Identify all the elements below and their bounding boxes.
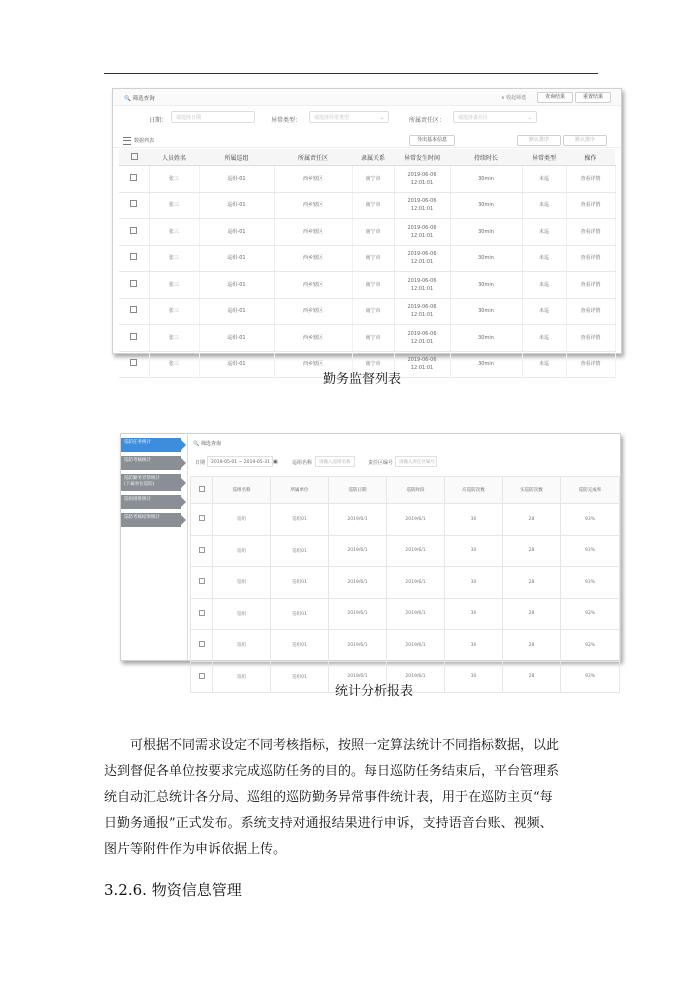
table-cell: 2019/6/1 [387,535,445,567]
table-cell: 南宁市 [352,166,394,193]
sidebar-item[interactable]: 巡防考核统计 [121,456,181,470]
table-cell: 西乡辖区 [274,219,352,246]
table-cell: 南宁市 [352,219,394,246]
column-header: 巡防时段 [387,477,445,504]
anomaly-type-tag: 未巡 [522,219,566,246]
table-cell: 30 [445,535,503,567]
table-cell: 西乡辖区 [274,166,352,193]
column-header: 巡组名称 [213,477,271,504]
row-checkbox[interactable] [119,351,149,378]
statistics-report-screenshot [120,433,621,680]
duty-supervision-screenshot [112,88,622,372]
table-row [191,598,620,630]
table-cell: 93% [561,567,620,599]
table-cell: 28 [503,630,561,662]
table-cell: 巡组-01 [199,325,274,352]
table-cell: 30min [450,298,522,325]
table-cell: 西乡辖区 [274,245,352,272]
row-checkbox[interactable] [191,598,213,630]
view-detail-link[interactable]: 查看详情 [566,325,615,352]
table-cell: 巡组 [213,535,271,567]
table-cell: 张三 [149,325,199,352]
table-cell: 巡组-01 [199,272,274,299]
table-cell: 巡组01 [271,535,329,567]
chevron-down-icon: ⌄ [379,115,384,121]
checkbox-icon[interactable] [130,333,137,340]
table-cell: 2019/6/1 [329,567,387,599]
checkbox-icon[interactable] [199,673,205,679]
table-row [119,325,615,352]
row-checkbox[interactable] [191,630,213,662]
table-row [119,245,615,272]
checkbox-icon[interactable] [199,515,205,521]
table-cell: 28 [503,661,561,693]
table-cell: 巡组-01 [199,219,274,246]
table-row [119,166,615,193]
checkbox-icon[interactable] [130,280,137,287]
table-cell: 93% [561,661,620,693]
calendar-icon[interactable]: ▣ [273,459,278,465]
row-checkbox[interactable] [119,298,149,325]
sidebar-item[interactable]: 巡防考核结果统计 [121,513,181,527]
table-cell: 巡组 [213,598,271,630]
table-cell: 30 [445,504,503,536]
view-detail-link[interactable]: 查看详情 [566,351,615,378]
table-cell: 2019/6/1 [387,661,445,693]
table-cell: 巡组-01 [199,298,274,325]
column-header: 所属责任区 [274,149,352,166]
row-checkbox[interactable] [119,325,149,352]
table-cell: 张三 [149,245,199,272]
export-button[interactable]: 导出基本信息 [409,135,455,146]
date-label: 日期 [195,460,206,466]
row-checkbox[interactable] [119,192,149,219]
row-checkbox[interactable] [191,567,213,599]
collapse-toggle[interactable]: ∧ 收起筛选 [501,95,527,101]
table-cell: 南宁市 [352,245,394,272]
table-row [119,219,615,246]
paragraph-line-3: 统自动汇总统计各分局、巡组的巡防勤务异常事件统计表，用于在巡防主页“每 [104,790,553,805]
table-header [119,149,615,166]
area-select[interactable]: 请选择责任区 ⌄ [453,111,537,123]
table-cell: 南宁市 [352,325,394,352]
row-checkbox[interactable] [191,535,213,567]
table-cell: 30 [445,567,503,599]
table-cell: 2019-06-06 12:01:01 [394,245,450,272]
table-cell: 张三 [149,219,199,246]
table-cell: 张三 [149,351,199,378]
table-row [119,272,615,299]
table-cell: 30 [445,598,503,630]
table-cell: 30min [450,219,522,246]
table-cell: 西乡辖区 [274,298,352,325]
report-title: 🔍 筛选查询 [193,441,221,447]
table-cell: 2019-06-06 12:01:01 [394,325,450,352]
sort-select-2[interactable]: 默认排序 [563,135,607,146]
column-header: 异常发生时间 [394,149,450,166]
table-cell: 2019-06-06 12:01:01 [394,166,450,193]
type-label: 异常类型： [271,117,302,124]
row-checkbox[interactable] [119,219,149,246]
paragraph-line-2: 达到督促各单位按要求完成巡防任务的目的。每日巡防任务结束后，平台管理系 [104,764,560,779]
table-cell: 西乡辖区 [274,351,352,378]
table-cell: 张三 [149,298,199,325]
anomaly-type-tag: 未巡 [522,245,566,272]
table-cell: 30min [450,192,522,219]
table-header [191,477,620,504]
table-cell: 28 [503,535,561,567]
area-code-label: 责任区编号 [368,460,394,466]
select-all-checkbox[interactable] [191,477,213,504]
sidebar-item[interactable]: 巡防勤务异常统计 (下属单位巡防) [121,474,181,491]
view-detail-link[interactable]: 查看详情 [566,298,615,325]
report-table [190,476,620,693]
table-row [119,192,615,219]
anomaly-type-tag: 未巡 [522,325,566,352]
section-heading: 3.2.6. 物资信息管理 [104,881,242,899]
table-cell: 2019/6/1 [387,598,445,630]
table-cell: 巡组 [213,661,271,693]
anomaly-type-tag: 未巡 [522,298,566,325]
table-cell: 巡组01 [271,504,329,536]
table-cell: 30min [450,245,522,272]
column-header: 应巡防次数 [445,477,503,504]
query-button[interactable]: 查询结果 [537,92,573,103]
table-row [191,504,620,536]
row-checkbox[interactable] [119,166,149,193]
table-cell: 93% [561,504,620,536]
search-header [113,89,621,106]
table-cell: 西乡辖区 [274,325,352,352]
report-main [187,434,620,680]
paragraph-line-1: 可根据不同需求设定不同考核指标，按照一定算法统计不同指标数据，以此 [130,738,560,753]
table-cell: 2019/6/1 [329,598,387,630]
area-code-input[interactable]: 请输入责任区编号 [395,456,437,467]
table-cell: 28 [503,567,561,599]
caption-supervision-list: 勤务监督列表 [323,372,402,387]
table-cell: 巡组01 [271,567,329,599]
anomaly-type-tag: 未巡 [522,166,566,193]
checkbox-icon[interactable] [130,200,137,207]
report-sidebar [121,434,188,660]
table-cell: 张三 [149,272,199,299]
table-cell: 2019/6/1 [387,630,445,662]
column-header: 所属单位 [271,477,329,504]
table-cell: 28 [503,598,561,630]
column-header: 人员姓名 [149,149,199,166]
sidebar-item[interactable]: 巡防任务统计 [121,438,181,452]
group-name-label: 巡组名称 [292,460,313,466]
table-cell: 30min [450,272,522,299]
anomaly-type-tag: 未巡 [522,192,566,219]
table-cell: 巡组 [213,630,271,662]
view-detail-link[interactable]: 查看详情 [566,245,615,272]
column-header: 异常类型 [522,149,566,166]
sort-select-1[interactable]: 默认排序 [517,135,561,146]
column-header: 持续时长 [450,149,522,166]
table-cell: 2019/6/1 [329,535,387,567]
date-label: 日期： [149,117,168,124]
table-cell: 巡组-01 [199,166,274,193]
checkbox-icon[interactable] [130,174,137,181]
date-input[interactable]: 请选择日期 [171,111,255,123]
table-cell: 30min [450,325,522,352]
table-cell: 西乡辖区 [274,192,352,219]
table-cell: 30 [445,661,503,693]
supervision-table [119,149,616,378]
caption-statistics-report: 统计分析报表 [335,684,414,699]
table-row [191,630,620,662]
checkbox-icon[interactable] [130,253,137,260]
column-header: 巡防完成率 [561,477,620,504]
anomaly-type-tag: 未巡 [522,272,566,299]
table-row [191,535,620,567]
view-detail-link[interactable]: 查看详情 [566,192,615,219]
table-cell: 南宁市 [352,298,394,325]
table-cell: 28 [503,504,561,536]
view-detail-link[interactable]: 查看详情 [566,272,615,299]
table-cell: 2019-06-06 12:01:01 [394,351,450,378]
paragraph-line-5: 图片等附件作为申诉依据上传。 [104,842,287,857]
filter-row [113,107,621,129]
table-cell: 巡组01 [271,598,329,630]
data-list-bar [113,133,621,148]
table-cell: 南宁市 [352,351,394,378]
table-cell: 93% [561,598,620,630]
table-cell: 2019/6/1 [329,504,387,536]
reset-button[interactable]: 重置结果 [575,92,611,103]
column-header: 巡防日期 [329,477,387,504]
table-cell: 巡组-01 [199,245,274,272]
table-cell: 巡组 [213,567,271,599]
table-cell: 2019/6/1 [329,630,387,662]
checkbox-icon[interactable] [130,359,137,366]
table-cell: 巡组 [213,504,271,536]
table-cell: 南宁市 [352,192,394,219]
view-detail-link[interactable]: 查看详情 [566,219,615,246]
table-cell: 2019-06-06 12:01:01 [394,272,450,299]
table-cell: 2019/6/1 [329,661,387,693]
table-cell: 张三 [149,166,199,193]
checkbox-icon[interactable] [199,610,205,616]
table-cell: 2019-06-06 12:01:01 [394,192,450,219]
table-cell: 93% [561,630,620,662]
table-cell: 93% [561,535,620,567]
list-icon [123,137,131,145]
search-title: 🔍 筛选查询 [124,96,155,102]
table-cell: 张三 [149,192,199,219]
checkbox-icon[interactable] [199,486,205,492]
column-header: 隶属关系 [352,149,394,166]
sidebar-item[interactable]: 巡组排班统计 [121,495,181,509]
column-header: 所属巡组 [199,149,274,166]
table-row [191,567,620,599]
table-cell: 巡组01 [271,630,329,662]
group-name-input[interactable]: 请输入巡组名称 [315,456,355,467]
area-label: 所属责任区： [409,117,446,124]
table-cell: 巡组01 [271,661,329,693]
row-checkbox[interactable] [191,661,213,693]
table-cell: 巡组-01 [199,192,274,219]
table-cell: 30min [450,351,522,378]
checkbox-icon[interactable] [130,306,137,313]
checkbox-icon[interactable] [130,227,137,234]
table-cell: 西乡辖区 [274,272,352,299]
row-checkbox[interactable] [191,504,213,536]
date-range-input[interactable]: 2019-05-01 ~ 2019-05-31 [207,456,273,467]
table-cell: 2019/6/1 [387,504,445,536]
table-cell: 30 [445,630,503,662]
select-all-checkbox[interactable] [119,149,149,166]
checkbox-icon[interactable] [199,578,205,584]
checkbox-icon[interactable] [199,641,205,647]
chevron-down-icon: ⌄ [527,115,532,121]
table-row [119,298,615,325]
row-checkbox[interactable] [119,245,149,272]
paragraph-line-4: 日勤务通报”正式发布。系统支持对通报结果进行申诉，支持语音台账、视频、 [104,816,553,831]
column-header: 实巡防次数 [503,477,561,504]
row-checkbox[interactable] [119,272,149,299]
column-header: 操作 [566,149,615,166]
header-rule [104,73,598,74]
type-select[interactable]: 请选择异常类型 ⌄ [309,111,389,123]
view-detail-link[interactable]: 查看详情 [566,166,615,193]
checkbox-icon[interactable] [131,153,138,160]
table-cell: 30min [450,166,522,193]
table-cell: 巡组-01 [199,351,274,378]
table-cell: 南宁市 [352,272,394,299]
data-list-label: 数据列表 [134,138,155,144]
table-cell: 2019/6/1 [387,567,445,599]
table-cell: 2019-06-06 12:01:01 [394,219,450,246]
checkbox-icon[interactable] [199,547,205,553]
table-cell: 2019-06-06 12:01:01 [394,298,450,325]
anomaly-type-tag: 未巡 [522,351,566,378]
